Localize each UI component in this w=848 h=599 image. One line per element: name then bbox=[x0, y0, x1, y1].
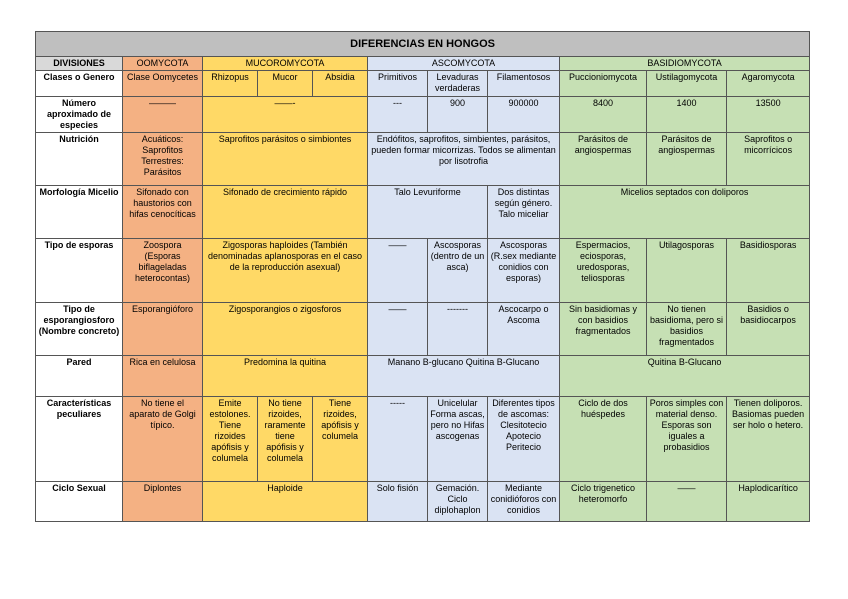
cell-agaro: Saprofitos o micorrícicos bbox=[727, 133, 810, 186]
cell-filamentosos: Mediante conidióforos con conidios bbox=[488, 482, 560, 522]
cell-levaduras: Levaduras verdaderas bbox=[428, 71, 488, 97]
cell-absidia: Absidia bbox=[313, 71, 368, 97]
header-mucoromycota: MUCOROMYCOTA bbox=[203, 57, 368, 71]
cell-levaduras: Unicelular Forma ascas, pero no Hifas ascogenas bbox=[428, 397, 488, 482]
cell-puccinio: Puccioniomycota bbox=[560, 71, 647, 97]
cell-oomycota: Acuáticos: Saprofitos Terrestres: Parásitos bbox=[123, 133, 203, 186]
cell-agaro: Haplodicarítico bbox=[727, 482, 810, 522]
fungi-comparison-table bbox=[35, 31, 810, 522]
row-nutricion bbox=[36, 133, 810, 186]
row-label: Tipo de esporas bbox=[36, 239, 123, 303]
cell-filamentosos: Diferentes tipos de ascomas: Clesitotecio Apotecio Peritecio bbox=[488, 397, 560, 482]
row-pared bbox=[36, 356, 810, 397]
row-label: Morfología Micelio bbox=[36, 186, 123, 239]
cell-primitivos: --- bbox=[368, 97, 428, 133]
cell-primitivos: ----- bbox=[368, 397, 428, 482]
row-morfologia bbox=[36, 186, 810, 239]
cell-puccinio: Sin basidiomas y con basidios fragmentados bbox=[560, 303, 647, 356]
cell-mucoromycota: Sifonado de crecimiento rápido bbox=[203, 186, 368, 239]
row-label: Clases o Genero bbox=[36, 71, 123, 97]
row-caracteristicas bbox=[36, 397, 810, 482]
cell-ustilago: 1400 bbox=[647, 97, 727, 133]
cell-levaduras: ------- bbox=[428, 303, 488, 356]
cell-basidiomycota: Quitina B-Glucano bbox=[560, 356, 810, 397]
header-divisiones: DIVISIONES bbox=[36, 57, 123, 71]
cell-mucoromycota: Predomina la quitina bbox=[203, 356, 368, 397]
cell-basidiomycota: Micelios septados con doliporos bbox=[560, 186, 810, 239]
cell-mucoromycota: ——- bbox=[203, 97, 368, 133]
cell-oomycota: ——— bbox=[123, 97, 203, 133]
cell-agaro: Basidios o basidiocarpos bbox=[727, 303, 810, 356]
cell-primitivos: Primitivos bbox=[368, 71, 428, 97]
cell-ascomycota: Endófitos, saprofitos, simbientes, parásitos, pueden formar micorrizas. Todos se alimentan por lisotrofia bbox=[368, 133, 560, 186]
header-oomycota: OOMYCOTA bbox=[123, 57, 203, 71]
cell-filamentosos: Filamentosos bbox=[488, 71, 560, 97]
cell-ustilago: Parásitos de angiospermas bbox=[647, 133, 727, 186]
row-label: Nutrición bbox=[36, 133, 123, 186]
cell-oomycota: Sifonado con haustorios con hifas cenocíticas bbox=[123, 186, 203, 239]
cell-agaro: Agaromycota bbox=[727, 71, 810, 97]
cell-puccinio: Espermacios, eciosporas, uredosporas, teliosporas bbox=[560, 239, 647, 303]
cell-ustilago: —— bbox=[647, 482, 727, 522]
cell-filamentosos: 900000 bbox=[488, 97, 560, 133]
cell-oomycota: Rica en celulosa bbox=[123, 356, 203, 397]
cell-oomycota: Clase Oomycetes bbox=[123, 71, 203, 97]
table-title: DIFERENCIAS EN HONGOS bbox=[36, 32, 810, 57]
cell-agaro: Basidiosporas bbox=[727, 239, 810, 303]
cell-agaro: Tienen doliporos. Basiomas pueden ser holo o hetero. bbox=[727, 397, 810, 482]
row-clases bbox=[36, 71, 810, 97]
cell-mucor: No tiene rizoides, raramente tiene apófisis y columela bbox=[258, 397, 313, 482]
cell-oomycota: No tiene el aparato de Golgi típico. bbox=[123, 397, 203, 482]
cell-puccinio: Parásitos de angiospermas bbox=[560, 133, 647, 186]
row-label: Ciclo Sexual bbox=[36, 482, 123, 522]
row-ciclo bbox=[36, 482, 810, 522]
row-esporangioforo bbox=[36, 303, 810, 356]
cell-ustilago: No tienen basidioma, pero si basidios fragmentados bbox=[647, 303, 727, 356]
cell-oomycota: Diplontes bbox=[123, 482, 203, 522]
cell-filamentosos: Ascosporas (R.sex mediante conidios con esporas) bbox=[488, 239, 560, 303]
row-esporas bbox=[36, 239, 810, 303]
cell-puccinio: Ciclo trigenetico heteromorfo bbox=[560, 482, 647, 522]
cell-levaduras: Gemación. Ciclo diplohaplon bbox=[428, 482, 488, 522]
cell-oomycota: Esporangióforo bbox=[123, 303, 203, 356]
cell-primitivos: —— bbox=[368, 303, 428, 356]
cell-mucor: Mucor bbox=[258, 71, 313, 97]
row-label: Características peculiares bbox=[36, 397, 123, 482]
row-numero bbox=[36, 97, 810, 133]
cell-filamentosos: Dos distintas según género. Talo miceliar bbox=[488, 186, 560, 239]
cell-rhizopus: Emite estolones. Tiene rizoides apófisis y columela bbox=[203, 397, 258, 482]
cell-puccinio: Ciclo de dos huéspedes bbox=[560, 397, 647, 482]
cell-oomycota: Zoospora (Esporas biflageladas heterocontas) bbox=[123, 239, 203, 303]
cell-primitivos: Solo fisión bbox=[368, 482, 428, 522]
cell-mucoromycota: Zigosporas haploides (También denominadas aplanosporas en el caso de la reproducción asexual) bbox=[203, 239, 368, 303]
cell-mucoromycota: Haploide bbox=[203, 482, 368, 522]
cell-levaduras: 900 bbox=[428, 97, 488, 133]
cell-ustilago: Ustilagomycota bbox=[647, 71, 727, 97]
row-label: Pared bbox=[36, 356, 123, 397]
cell-absidia: Tiene rizoides, apófisis y columela bbox=[313, 397, 368, 482]
cell-ascomycota: Manano B-glucano Quitina B-Glucano bbox=[368, 356, 560, 397]
cell-puccinio: 8400 bbox=[560, 97, 647, 133]
cell-rhizopus: Rhizopus bbox=[203, 71, 258, 97]
row-label: Número aproximado de especies bbox=[36, 97, 123, 133]
cell-mucoromycota: Saprofitos parásitos o simbiontes bbox=[203, 133, 368, 186]
cell-mucoromycota: Zigosporangios o zigosforos bbox=[203, 303, 368, 356]
cell-ustilago: Utilagosporas bbox=[647, 239, 727, 303]
row-label: Tipo de esporangiosforo (Nombre concreto) bbox=[36, 303, 123, 356]
header-basidiomycota: BASIDIOMYCOTA bbox=[560, 57, 810, 71]
division-header-row bbox=[36, 57, 810, 71]
header-ascomycota: ASCOMYCOTA bbox=[368, 57, 560, 71]
cell-primitivos: —— bbox=[368, 239, 428, 303]
cell-ustilago: Poros simples con material denso. Esporas son iguales a probasidios bbox=[647, 397, 727, 482]
cell-filamentosos: Ascocarpo o Ascoma bbox=[488, 303, 560, 356]
cell-agaro: 13500 bbox=[727, 97, 810, 133]
cell-levaduras: Ascosporas (dentro de un asca) bbox=[428, 239, 488, 303]
title-row bbox=[36, 32, 810, 57]
cell-talo: Talo Levuriforme bbox=[368, 186, 488, 239]
